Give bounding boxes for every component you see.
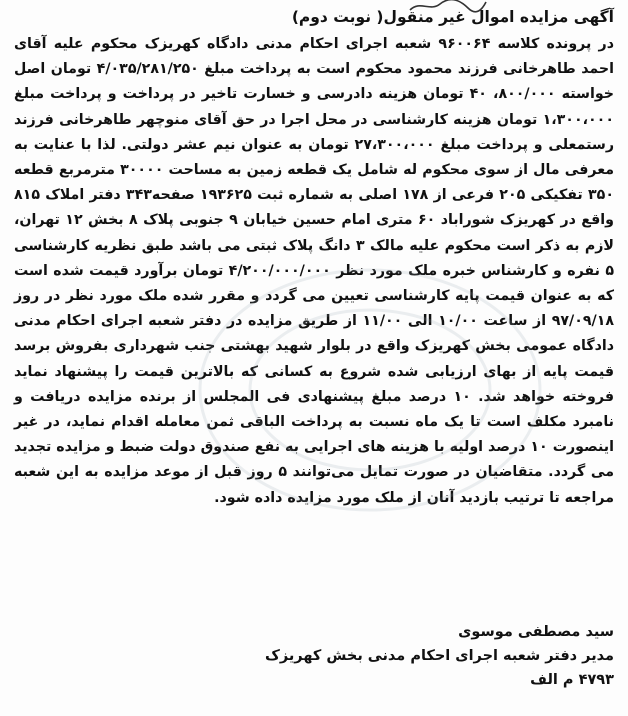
notice-body-text: در پرونده کلاسه ۹۶۰۰۶۴ شعبه اجرای احکام مدنی دادگاه کهریزک محکوم علیه آقای احمد طاهرخانی فرزند محمود محکوم است به پرداخت مبلغ ۴/۰۳۵/۲۸۱/۲۵۰ تومان اصل خواسته ۸۰۰/۰۰۰، ۴۰ تومان هزینه دادرسی و خسارت تاخیر در پرداخت و پرداخت مبلغ ۱،۳۰۰،۰۰۰ تومان هزینه کارشناسی در محل اجرا در حق آقای منوچهر طاهرخانی فرزند رستمعلی و پرداخت مبلغ ۲۷،۳۰۰،۰۰۰ تومان به عنوان نیم عشر دولتی. لذا با عنایت به معرفی مال از سوی محکوم له شامل یک قطعه زمین به مساحت ۳۰۰۰۰ مترمربع قطعه ۳۵۰ تفکیکی ۲۰۵ فرعی از ۱۷۸ اصلی به شماره ثبت ۱۹۳۶۲۵ صفحه۳۴۳ دفتر املاک ۸۱۵ واقع در کهریزک شوراباد ۶۰ متری امام حسین خیابان ۹ جنوبی پلاک ۸ بخش ۱۲ تهران، لازم به ذکر است محکوم علیه مالک ۳ دانگ پلاک ثبتی می باشد طبق نظریه کارشناسی ۵ نفره و کارشناس خبره ملک مورد نظر ۴/۲۰۰/۰۰۰/۰۰۰ تومان برآورد قیمت شده است که به عنوان قیمت پایه کارشناسی تعیین می گردد و مقرر شده ملک مورد نظر در روز ۹۷/۰۹/۱۸ از ساعت ۱۰/۰۰ الی ۱۱/۰۰ از طریق مزایده در دفتر شعبه اجرای احکام مدنی دادگاه عمومی بخش کهریزک واقع در بلوار شهید بهشتی جنب شهرداری بفروش برسد قیمت پایه از بهای ارزیابی شده شروع به کسانی که بالاترین قیمت را پیشنهاد نماید فروخته خواهد شد. ۱۰ درصد مبلغ پیشنهادی فی المجلس از برنده مزایده دریافت و نامبرد مکلف است تا یک ماه نسبت به پرداخت الباقی ثمن معامله اقدام نماید، در غیر اینصورت ۱۰ درصد اولیه با هزینه های اجرایی به نفع صندوق دولت ضبط و مزایده تجدید می گردد. متقاضیان در صورت تمایل می‌توانند ۵ روز قبل از موعد مزایده به این شعبه مراجعه تا ترتیب بازدید آنان از ملک مورد مزایده داده شود. (14, 36, 615, 506)
notice-body (14, 32, 614, 511)
signatory-position: مدیر دفتر شعبه اجرای احکام مدنی بخش کهریزک (264, 648, 614, 664)
handwritten-scribble (408, 0, 488, 14)
signature-block (14, 620, 614, 692)
signatory-name: سید مصطفی موسوی (458, 624, 614, 640)
notice-code: ۴۷۹۳ م الف (530, 672, 614, 688)
notice-title: آگهی مزایده اموال غیر منقول( نوبت دوم) (291, 8, 614, 26)
